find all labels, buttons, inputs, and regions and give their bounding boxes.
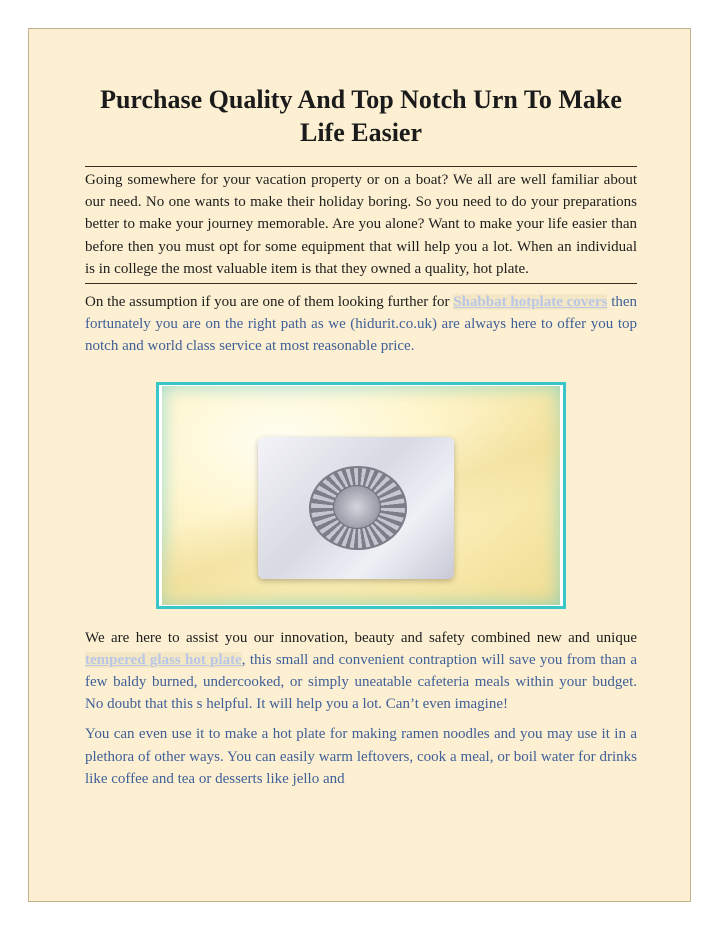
glass-hotplate-paragraph-rest: , this small and convenient contraption will save you from than a few baldy burned, undercooked, or simply uneatable cafeteria meals within your budget. No doubt that this s helpful. It will help you a lot. Can’t even imagine! — [85, 651, 637, 713]
title-divider — [85, 166, 637, 167]
uses-paragraph: You can even use it to make a hot plate for making ramen noodles and you may use it in a plethora of other ways. You can easily warm leftovers, cook a meal, or boil water for drinks like coffee and tea or desserts like jello and — [85, 726, 637, 787]
covers-paragraph-rest: then fortunately you are on the right path as we (hidurit.co.uk) are always here to offer you top notch and world class service at most reasonable price. — [85, 294, 638, 355]
document-content — [85, 83, 637, 790]
tempered-glass-hot-plate-link[interactable]: tempered glass hot plate — [85, 651, 242, 668]
intro-paragraph: Going somewhere for your vacation property or on a boat? We all are well familiar about our need. No one wants to make their holiday boring. So you need to do your preparations better to make your journey memorable. Are you alone? Want to make your life easier than before then you must opt for some equipment that will help you a lot. When an individual is in college the most valuable item is that they owned a quality, hot plate. — [85, 172, 637, 277]
glass-hotplate-paragraph-lead: We are here to assist you our innovation, beauty and safety combined new and unique — [85, 629, 637, 646]
shabbat-hotplate-covers-link[interactable]: Shabbat hotplate covers — [453, 294, 608, 311]
paragraph-divider — [85, 283, 637, 284]
covers-paragraph — [85, 291, 637, 358]
page-title: Purchase Quality And Top Notch Urn To Make Life Easier — [100, 85, 622, 147]
hotplate-cover-photo — [156, 382, 566, 609]
document-page — [28, 28, 691, 902]
covers-paragraph-lead: On the assumption if you are one of them looking further for — [85, 294, 454, 311]
hotplate-cover — [258, 437, 454, 579]
embroidered-medallion — [309, 466, 407, 550]
glass-hotplate-paragraph — [85, 627, 637, 716]
